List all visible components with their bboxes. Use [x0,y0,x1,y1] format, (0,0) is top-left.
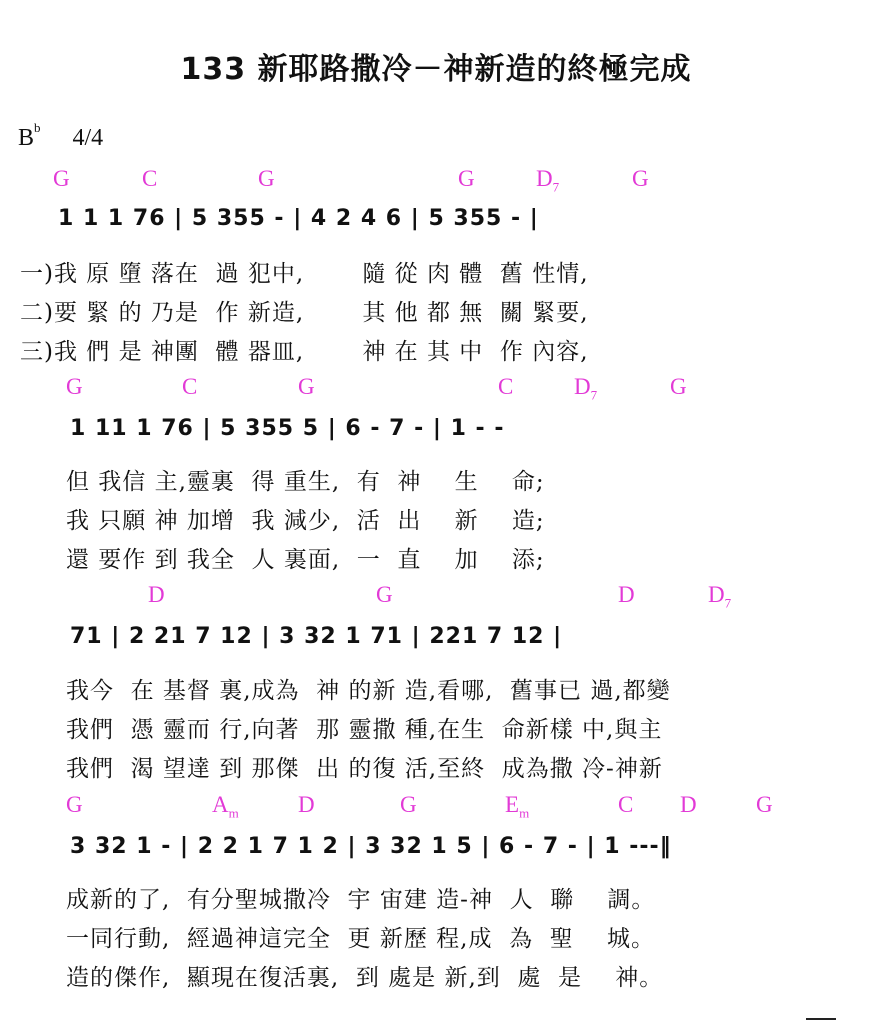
chord-label: C [142,166,158,191]
lyric-line: 三)我 們 是 神團 體 器皿, 神 在 其 中 作 內容, [20,339,589,365]
lyric-line: 一同行動, 經過神這完全 更 新歷 程,成 為 聖 城。 [66,926,655,952]
chord-label: $A_m$ [212,792,239,821]
chord-label: $D_7$ [574,374,598,403]
chord-label: G [258,166,275,191]
lyric-line: 成新的了, 有分聖城撒冷 宇 宙建 造-神 人 聯 調。 [66,887,656,913]
chord-label: G [458,166,475,191]
chord-label: $D_7$ [708,582,732,611]
chord-label: G [670,374,687,399]
key-note: B [18,125,35,151]
lyric-line: 但 我信 主,靈裏 得 重生, 有 神 生 命; [66,469,545,495]
lyric-line: 造的傑作, 顯現在復活裏, 到 處是 新,到 處 是 神。 [66,965,664,991]
notes-line: 71 | 2 21 7 12 | 3 32 1 71 | 221 7 12 | [70,624,563,649]
notes-line: 1 1 1 76 | 5 355 - | 4 2 4 6 | 5 355 - | [58,206,539,231]
lyric-line: 二)要 緊 的 乃是 作 新造, 其 他 都 無 關 緊要, [20,300,589,326]
key-accidental: b [34,120,41,135]
lyric-line: 一)我 原 墮 落在 過 犯中, 隨 從 肉 體 舊 性情, [20,261,589,287]
chord-label: C [618,792,634,817]
chord-label: C [498,374,514,399]
chord-label: G [66,792,83,817]
chord-label: C [182,374,198,399]
chord-label: D [298,792,315,817]
notes-line: 3 32 1 - | 2 2 1 7 1 2 | 3 32 1 5 | 6 - 7 - | 1 ---‖ [70,834,672,859]
chord-label: D [680,792,697,817]
chord-label: G [298,374,315,399]
chord-label: D [618,582,635,607]
chord-label: D [148,582,165,607]
notes-line: 1 11 1 76 | 5 355 5 | 6 - 7 - | 1 - - [70,416,505,441]
chord-label: $D_7$ [536,166,560,195]
hymn-title: 133 新耶路撒冷－神新造的終極完成 [180,52,692,87]
chord-label: G [400,792,417,817]
page-divider [806,1018,836,1020]
chord-label: G [376,582,393,607]
lyric-line: 我們 渴 望達 到 那傑 出 的復 活,至終 成為撒 冷-神新 [66,756,663,782]
chord-label: G [756,792,773,817]
lyric-line: 我 只願 神 加增 我 減少, 活 出 新 造; [66,508,545,534]
lyric-line: 我今 在 基督 裏,成為 神 的新 造,看哪, 舊事已 過,都變 [66,678,671,704]
chord-label: G [66,374,83,399]
key-signature [18,120,104,152]
chord-label: G [632,166,649,191]
time-signature: 4/4 [72,125,104,151]
lyric-line: 我們 憑 靈而 行,向著 那 靈撒 種,在生 命新樣 中,與主 [66,717,663,743]
chord-label: $E_m$ [505,792,530,821]
chord-label: G [53,166,70,191]
lyric-line: 還 要作 到 我全 人 裏面, 一 直 加 添; [66,547,545,573]
